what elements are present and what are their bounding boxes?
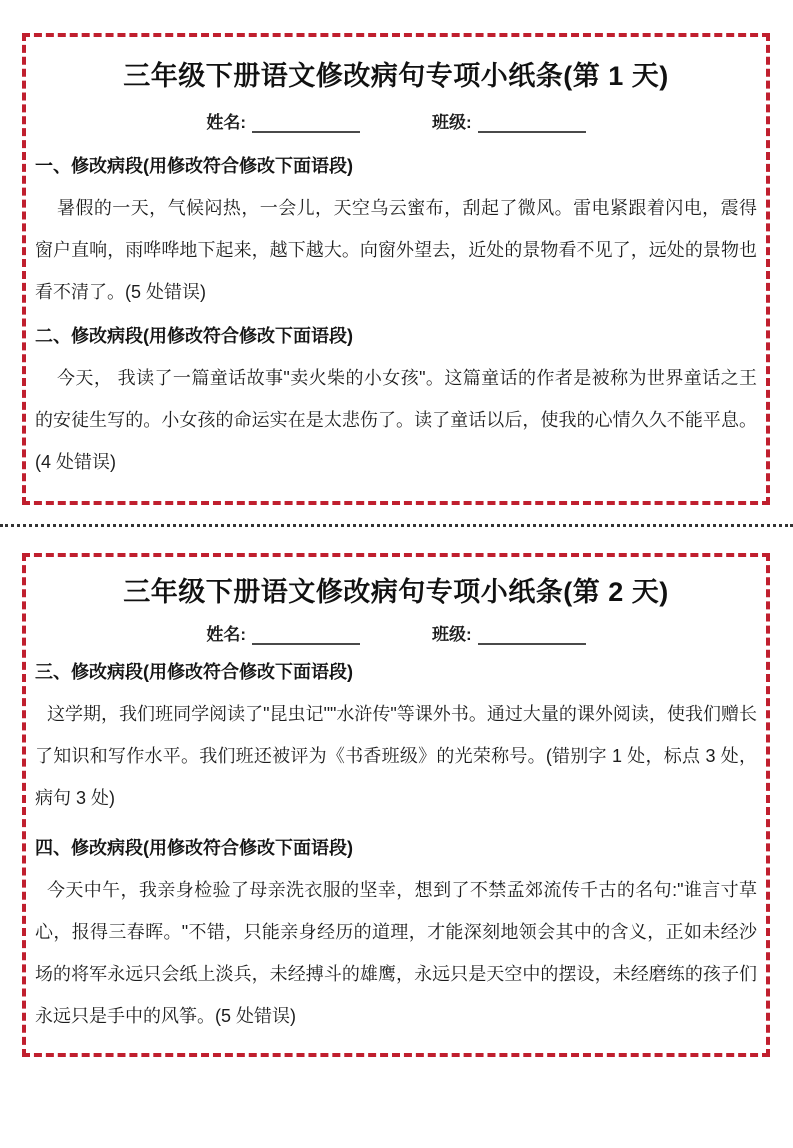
name-field: [206, 620, 360, 645]
section-4: [35, 827, 757, 1037]
section-2: [35, 315, 757, 483]
name-field: [206, 108, 360, 133]
name-blank-line: [252, 117, 360, 133]
class-field: [432, 108, 586, 133]
section-1: [35, 145, 757, 313]
section-1-heading: 一、修改病段(用修改符合修改下面语段): [35, 156, 353, 176]
section-3: [35, 651, 757, 819]
class-blank-line: [478, 629, 586, 645]
section-3-paragraph: 这学期，我们班同学阅读了"昆虫记""水浒传"等课外书。通过大量的课外阅读，使我们赠长了知识和写作水平。我们班还被评为《书香班级》的光荣称号。(错别字 1 处，标点 3 处，病句 3 处): [35, 704, 757, 808]
card-title-day1: 三年级下册语文修改病句专项小纸条(第 1 天): [123, 61, 669, 91]
worksheet-card-day1: [22, 33, 770, 505]
card-title-day2: 三年级下册语文修改病句专项小纸条(第 2 天): [123, 577, 669, 607]
section-4-paragraph: 今天中午，我亲身检验了母亲洗衣服的坚幸，想到了不禁孟郊流传千古的名句:"谁言寸草心，报得三春晖。"不错，只能亲身经历的道理，才能深刻地领会其中的含义，正如未经沙场的将军永远只会纸上淡兵，未经搏斗的雄鹰，永远只是天空中的摆设，未经磨练的孩子们永远只是手中的风筝。(5 处错误): [35, 880, 757, 1026]
worksheet-card-day2: [22, 553, 770, 1057]
name-class-row: [35, 619, 757, 645]
name-label: 姓名:: [206, 113, 246, 132]
section-4-heading: 四、修改病段(用修改符合修改下面语段): [35, 838, 353, 858]
class-label: 班级:: [432, 113, 472, 132]
class-field: [432, 620, 586, 645]
class-label: 班级:: [432, 625, 472, 644]
cut-line-separator: [0, 524, 793, 527]
section-2-heading: 二、修改病段(用修改符合修改下面语段): [35, 326, 353, 346]
name-label: 姓名:: [206, 625, 246, 644]
section-3-heading: 三、修改病段(用修改符合修改下面语段): [35, 662, 353, 682]
name-blank-line: [252, 629, 360, 645]
section-2-paragraph: 今天， 我读了一篇童话故事"卖火柴的小女孩"。这篇童话的作者是被称为世界童话之王的安徒生写的。小女孩的命运实在是太悲伤了。读了童话以后，使我的心情久久不能平息。(4 处错误): [35, 368, 757, 472]
name-class-row: [35, 107, 757, 133]
class-blank-line: [478, 117, 586, 133]
section-1-paragraph: 暑假的一天，气候闷热，一会儿，天空乌云蜜布，刮起了微风。雷电紧跟着闪电，震得窗户直响，雨哗哗地下起来，越下越大。向窗外望去，近处的景物看不见了，远处的景物也看不清了。(5 处错误): [35, 198, 757, 302]
